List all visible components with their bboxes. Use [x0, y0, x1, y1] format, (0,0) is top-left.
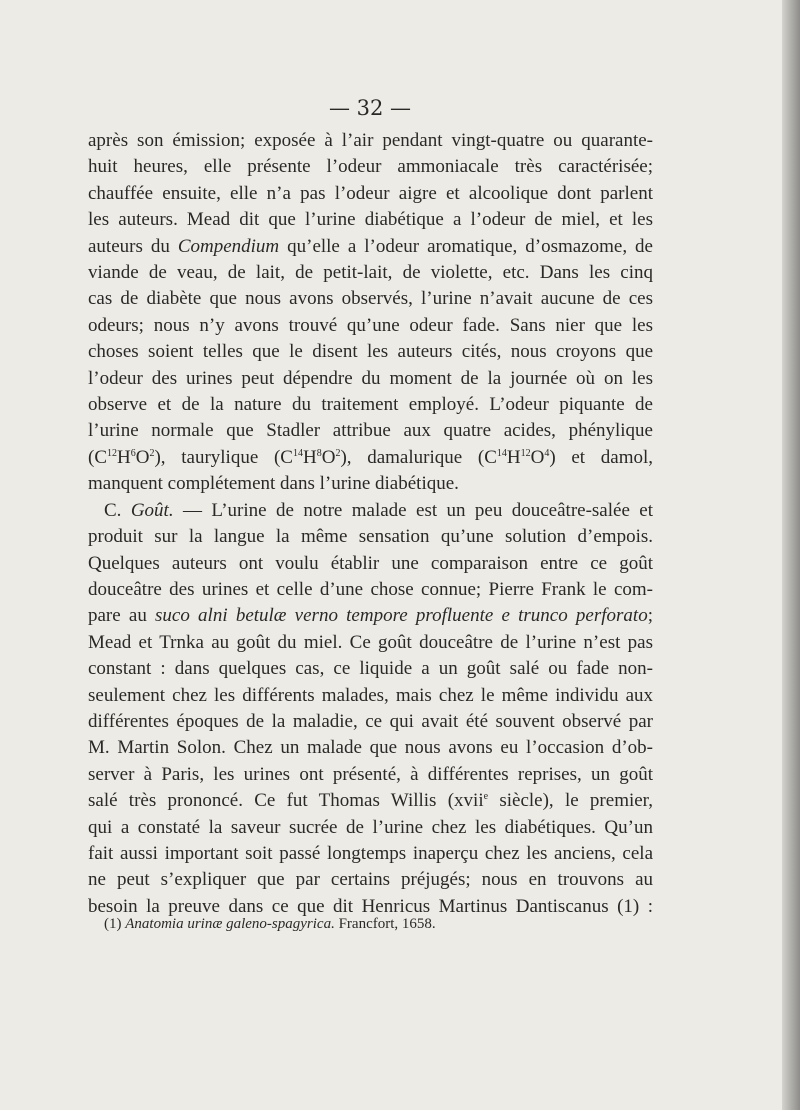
text-line: ne peut s’expliquer que par certains préjugés; nous en trouvons au: [88, 869, 653, 891]
text-run: siècle), le premier,: [488, 790, 653, 812]
text-run: H: [117, 446, 131, 468]
text-run: ), damalurique (C: [340, 446, 497, 468]
section-heading: Goût.: [130, 499, 174, 521]
text-line: server à Paris, les urines ont présenté, à différentes reprises, un goût: [88, 763, 653, 785]
text-line: besoin la preuve dans ce que dit Henricus Martinus Dantiscanus (1) :: [88, 895, 653, 917]
footnote-text: Francfort, 1658.: [334, 916, 436, 932]
text-line: Mead et Trnka au goût du miel. Ce goût douceâtre de l’urine n’est pas: [88, 631, 653, 653]
text-line: observe et de la nature du traitement employé. L’odeur piquante de: [88, 394, 653, 416]
superscript: 2: [149, 447, 155, 459]
text-run: ;: [647, 605, 653, 627]
page-number: — 32 —: [328, 96, 412, 120]
text-run: H: [506, 446, 521, 468]
text-line: odeurs; nous n’y avons trouvé qu’une odeur fade. Sans nier que les: [88, 314, 653, 336]
text-run: O: [530, 446, 545, 468]
text-line: viande de veau, de lait, de petit-lait, de violette, etc. Dans les cinq: [88, 262, 653, 284]
footnote-title: Anatomia urinæ galeno-spagyrica.: [125, 916, 335, 932]
superscript: 14: [292, 447, 303, 459]
body-text: [88, 128, 653, 920]
text-line: qui a constaté la saveur sucrée de l’urine chez les diabétiques. Qu’un: [88, 816, 653, 838]
text-line: huit heures, elle présente l’odeur ammoniacale très caractérisée;: [88, 156, 653, 178]
text-line: l’urine normale que Stadler attribue aux quatre acides, phénylique: [88, 420, 653, 442]
text-line: M. Martin Solon. Chez un malade que nous avons eu l’occasion d’ob-: [88, 737, 653, 759]
page-edge-shadow: [782, 0, 800, 1110]
text-run: qu’elle a l’odeur aromatique, d’osmazome, de: [279, 235, 653, 257]
latin-quote: suco alni betulæ verno tempore profluente e trunco perforato: [155, 605, 648, 627]
text-line: cas de diabète que nous avons observés, l’urine n’avait aucune de ces: [88, 288, 653, 310]
text-line: après son émission; exposée à l’air pendant vingt-quatre ou quarante-: [88, 130, 653, 151]
text-run: O: [321, 446, 336, 468]
text-run: ) et damol,: [549, 446, 654, 468]
text-run: (C: [88, 446, 107, 468]
section-line: [88, 498, 653, 524]
text-run: — L’urine de notre malade est un peu douceâtre-salée et: [173, 499, 653, 521]
superscript: 12: [107, 447, 117, 459]
text-run: O: [135, 446, 150, 468]
text-line: Quelques auteurs ont voulu établir une comparaison entre ce goût: [88, 552, 653, 574]
superscript: 6: [130, 447, 136, 459]
superscript: 8: [316, 447, 322, 459]
superscript: 14: [496, 447, 507, 459]
text-run: C.: [104, 499, 131, 521]
superscript: 12: [520, 447, 531, 459]
text-line: les auteurs. Mead dit que l’urine diabétique a l’odeur de miel, et les: [88, 209, 653, 231]
footnote-mark: (1): [104, 916, 122, 932]
text-line: produit sur la langue la même sensation qu’une solution d’empois.: [88, 526, 653, 548]
text-line: différentes époques de la maladie, ce qui avait été souvent observé par: [88, 710, 653, 732]
superscript: e: [483, 791, 489, 803]
text-run: ), taurylique (C: [154, 446, 293, 468]
text-line: manquent complétement dans l’urine diabétique.: [88, 473, 459, 495]
text-line: seulement chez les différents malades, mais chez le même individu aux: [88, 684, 653, 706]
text-line: [88, 788, 653, 814]
text-line: [88, 234, 653, 260]
text-line: choses soient telles que le disent les auteurs cités, nous croyons que: [88, 341, 653, 363]
superscript: 4: [544, 447, 550, 459]
text-line: constant : dans quelques cas, ce liquide a un goût salé ou fade non-: [88, 658, 653, 680]
text-run: auteurs du: [88, 235, 178, 257]
italic-title: Compendium: [177, 235, 280, 257]
text-line: douceâtre des urines et celle d’une chose connue; Pierre Frank le com-: [88, 578, 653, 600]
superscript: 2: [335, 447, 341, 459]
text-run: pare au: [88, 605, 156, 627]
text-line: [88, 603, 653, 629]
formula-line: [88, 445, 653, 471]
text-run: salé très prononcé. Ce fut Thomas Willis (xvii: [88, 790, 484, 812]
text-line: chauffée ensuite, elle n’a pas l’odeur aigre et alcoolique dont parlent: [88, 182, 653, 204]
text-run: H: [302, 446, 317, 468]
text-line: fait aussi important soit passé longtemps inaperçu chez les anciens, cela: [88, 842, 653, 864]
text-line: l’odeur des urines peut dépendre du moment de la journée où on les: [88, 367, 653, 389]
footnote: [104, 916, 624, 933]
